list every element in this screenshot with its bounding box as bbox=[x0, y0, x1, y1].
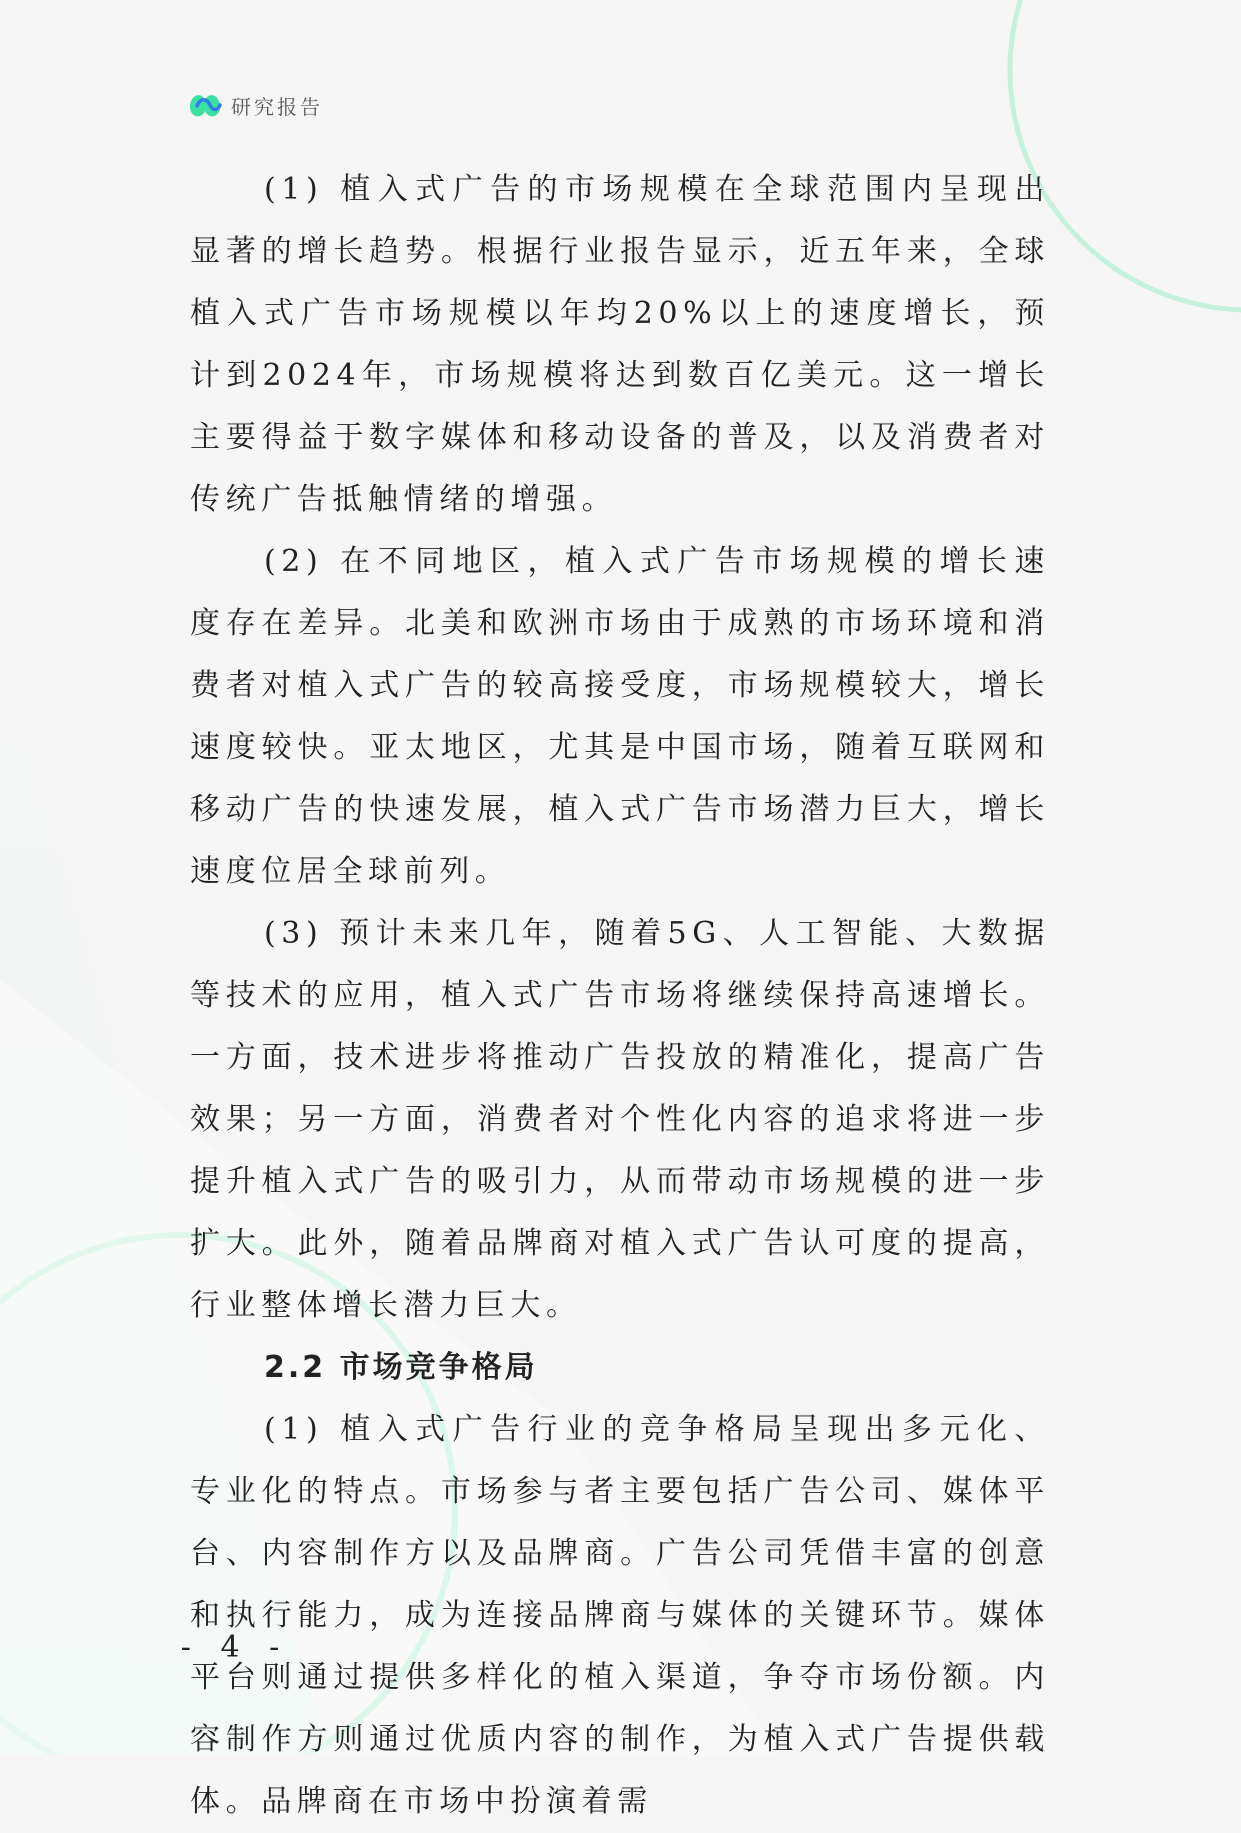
paragraph-future-outlook: (3) 预计未来几年，随着5G、人工智能、大数据等技术的应用，植入式广告市场将继续保持高速增长。一方面，技术进步将推动广告投放的精准化，提高广告效果；另一方面，消费者对个性化内容的追求将进一步提升植入式广告的吸引力，从而带动市场规模的进一步扩大。此外，随着品牌商对植入式广告认可度的提高，行业整体增长潜力巨大。 bbox=[190, 916, 1050, 1323]
header-title: 研究报告 bbox=[231, 94, 323, 119]
brand-logo-icon bbox=[187, 88, 223, 122]
paragraph-competition-landscape: (1) 植入式广告行业的竞争格局呈现出多元化、专业化的特点。市场参与者主要包括广告公司、媒体平台、内容制作方以及品牌商。广告公司凭借丰富的创意和执行能力，成为连接品牌商与媒体的关键环节。媒体平台则通过提供多样化的植入渠道，争夺市场份额。内容制作方则通过优质内容的制作，为植入式广告提供载体。品牌商在市场中扮演着需 bbox=[190, 1412, 1050, 1819]
report-header bbox=[187, 88, 323, 122]
document-body bbox=[190, 159, 1050, 1833]
paragraph-regional-differences: (2) 在不同地区，植入式广告市场规模的增长速度存在差异。北美和欧洲市场由于成熟的市场环境和消费者对植入式广告的较高接受度，市场规模较大，增长速度较快。亚太地区，尤其是中国市场，随着互联网和移动广告的快速发展，植入式广告市场潜力巨大，增长速度位居全球前列。 bbox=[190, 544, 1050, 889]
section-heading: 2.2 市场竞争格局 bbox=[264, 1350, 538, 1385]
paragraph-market-size-growth: (1) 植入式广告的市场规模在全球范围内呈现出显著的增长趋势。根据行业报告显示，近五年来，全球植入式广告市场规模以年均20%以上的速度增长，预计到2024年，市场规模将达到数百亿美元。这一增长主要得益于数字媒体和移动设备的普及，以及消费者对传统广告抵触情绪的增强。 bbox=[190, 172, 1050, 517]
page-number: - 4 - bbox=[180, 1630, 290, 1665]
